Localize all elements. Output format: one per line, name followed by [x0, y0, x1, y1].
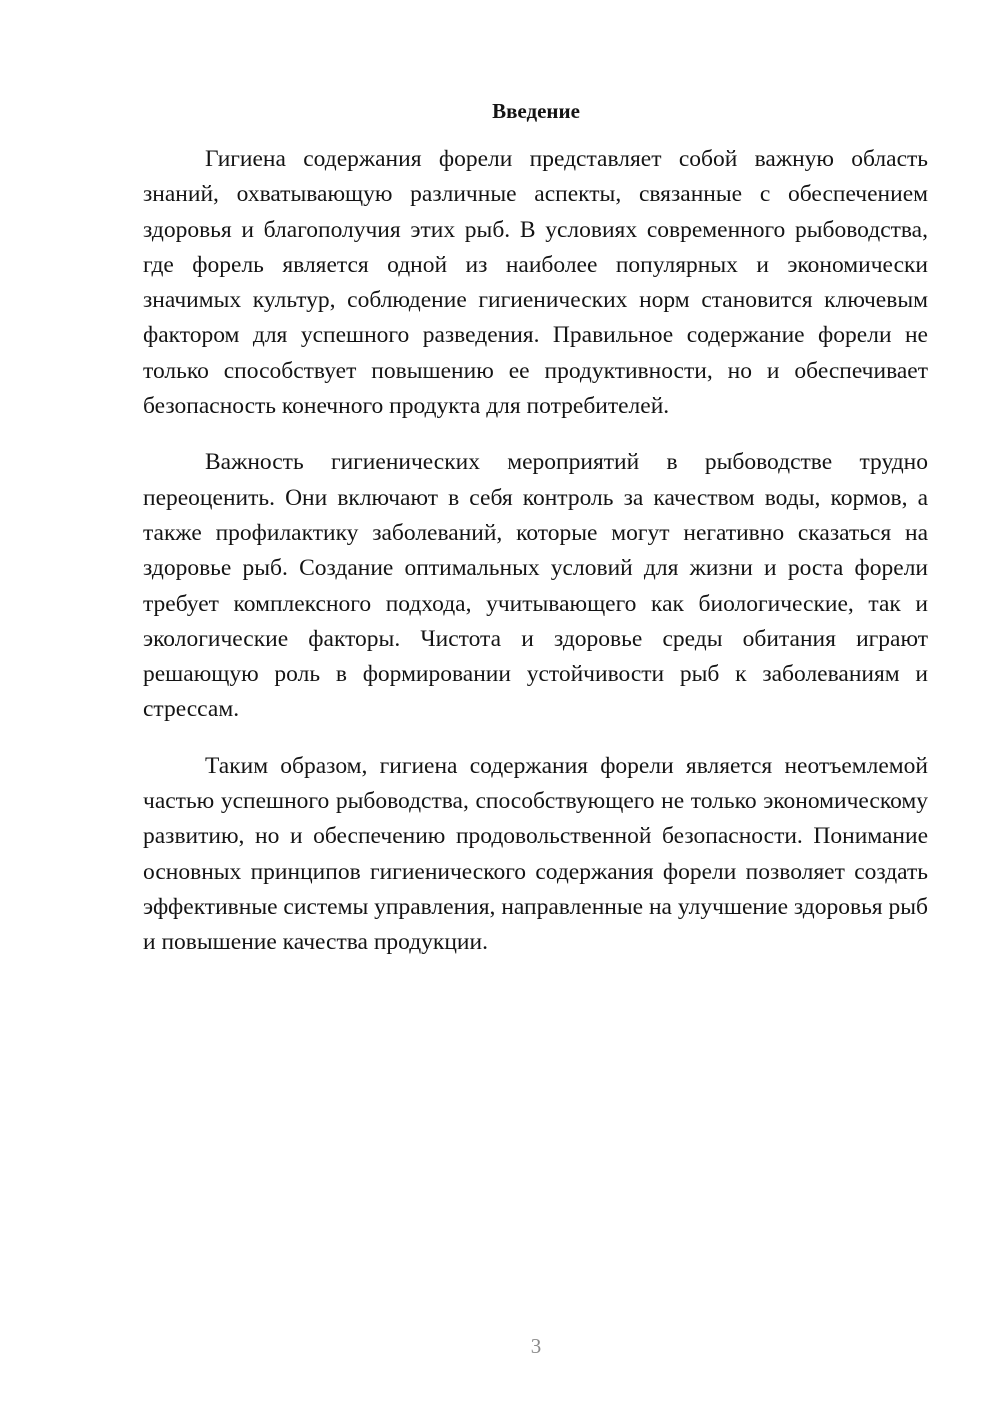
paragraph-1: Гигиена содержания форели представляет собой важную область знаний, охватывающую различные аспекты, связанные с обеспечением здоровья и благополучия этих рыб. В условиях современного рыбоводства, где форель является одной из наиболее популярных и экономически значимых культур, соблюдение гигиенических норм становится ключевым фактором для успешного разведения. Правильное содержание форели не только способствует повышению ее продуктивности, но и обеспечивает безопасность конечного продукта для потребителей. — [143, 146, 928, 420]
page-number: 3 — [530, 1334, 542, 1358]
paragraph-2: Важность гигиенических мероприятий в рыбоводстве трудно переоценить. Они включают в себя контроль за качеством воды, кормов, а также профилактику заболеваний, которые могут негативно сказаться на здоровье рыб. Создание оптимальных условий для жизни и роста форели требует комплексного подхода, учитывающего как биологические, так и экологические факторы. Чистота и здоровье среды обитания играют решающую роль в формировании устойчивости рыб к заболеваниям и стрессам. — [143, 449, 928, 723]
section-title: Введение — [492, 99, 580, 123]
body-text — [143, 142, 928, 982]
paragraph-3: Таким образом, гигиена содержания форели является неотъемлемой частью успешного рыбоводства, способствующего не только экономическому развитию, но и обеспечению продовольственной безопасности. Понимание основных принципов гигиенического содержания форели позволяет создать эффективные системы управления, направленные на улучшение здоровья рыб и повышение качества продукции. — [143, 752, 928, 956]
